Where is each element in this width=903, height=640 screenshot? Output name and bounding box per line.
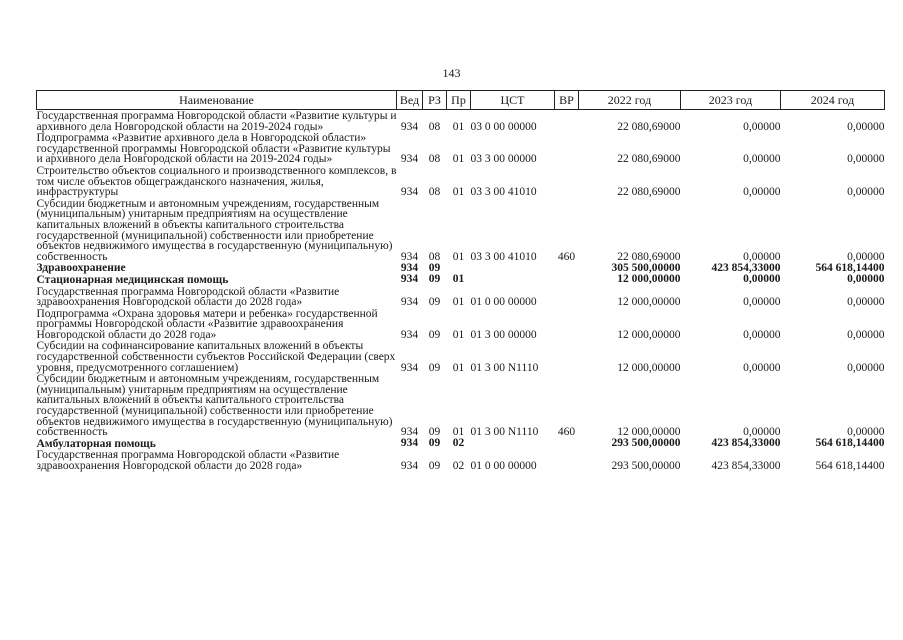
cst-code: 01 0 00 00000 bbox=[470, 460, 537, 472]
amount-2024: 564 618,14400 bbox=[815, 437, 885, 450]
rz-code: 09 bbox=[428, 426, 441, 439]
amount-2023: 0,00000 bbox=[743, 361, 781, 374]
item-name: Государственная программа Новгородской области «Развитие здравоохранения Новгородской области до 2028 года» bbox=[36, 449, 340, 472]
table-row bbox=[37, 132, 885, 165]
vr-code: 460 bbox=[557, 426, 576, 439]
ved-code: 934 bbox=[400, 250, 419, 263]
amount-2024: 0,00000 bbox=[847, 186, 885, 199]
vr-code bbox=[555, 165, 579, 198]
page-number: 143 bbox=[442, 66, 461, 80]
ved-code: 934 bbox=[400, 361, 419, 374]
item-name: Субсидии на софинансирование капитальных вложений в объекты государственной собственности субъектов Российской Федерации (сверх уровня, предусмотренного соглашением) bbox=[36, 340, 396, 374]
amount-2022: 12 000,00000 bbox=[617, 426, 681, 439]
rz-code: 08 bbox=[428, 153, 441, 166]
ved-code: 934 bbox=[400, 261, 419, 274]
pr-code: 01 bbox=[452, 296, 465, 309]
table-row bbox=[37, 308, 885, 341]
item-name: Субсидии бюджетным и автономным учреждениям, государственным (муниципальным) унитарным предприятиям на осуществление капитальных вложений в объекты капитального строительства государственной (муниципальной) собственности или приобретение объектов недвижимого имущества в государственную (муниципальную) собственность bbox=[36, 373, 393, 439]
table-row bbox=[37, 110, 885, 133]
rz-code: 09 bbox=[428, 261, 441, 274]
column-header: 2023 год bbox=[681, 91, 781, 110]
amount-2024: 0,00000 bbox=[847, 273, 885, 286]
vr-code bbox=[555, 308, 579, 341]
budget-table bbox=[36, 90, 885, 472]
vr-code bbox=[555, 132, 579, 165]
pr-code: 01 bbox=[452, 250, 465, 263]
amount-2022: 22 080,69000 bbox=[617, 250, 681, 263]
rz-code: 08 bbox=[428, 120, 441, 133]
table-row bbox=[37, 286, 885, 308]
amount-2023: 0,00000 bbox=[743, 328, 781, 341]
pr-code: 01 bbox=[452, 426, 465, 439]
amount-2024: 564 618,14400 bbox=[815, 261, 885, 274]
amount-2023: 0,00000 bbox=[743, 426, 781, 439]
column-header: Наименование bbox=[37, 91, 397, 110]
item-name: Здравоохранение bbox=[36, 262, 126, 275]
item-name: Государственная программа Новгородской области «Развитие культуры и архивного дела Новгородской области на 2019-2024 годы» bbox=[36, 110, 397, 133]
table-body bbox=[37, 110, 885, 472]
column-header: Вед bbox=[397, 91, 423, 110]
cst-code: 03 3 00 00000 bbox=[470, 153, 537, 166]
amount-2022: 12 000,00000 bbox=[617, 273, 681, 286]
cst-code bbox=[471, 438, 555, 450]
ved-code: 934 bbox=[400, 460, 419, 472]
rz-code: 08 bbox=[428, 250, 441, 263]
ved-code: 934 bbox=[400, 186, 419, 199]
ved-code: 934 bbox=[400, 328, 419, 341]
cst-code bbox=[471, 262, 555, 274]
amount-2023: 423 854,33000 bbox=[711, 261, 781, 274]
pr-code: 01 bbox=[452, 273, 465, 286]
table-row bbox=[37, 373, 885, 438]
item-name: Строительство объектов социального и производственного комплексов, в том числе объектов общегражданского назначения, жилья, инфраструктуры bbox=[36, 164, 397, 199]
amount-2023: 0,00000 bbox=[743, 296, 781, 309]
amount-2024: 0,00000 bbox=[847, 153, 885, 166]
vr-code: 460 bbox=[557, 250, 576, 263]
pr-code: 02 bbox=[452, 460, 465, 472]
column-header: 2024 год bbox=[781, 91, 885, 110]
amount-2022: 22 080,69000 bbox=[617, 186, 681, 199]
cst-code: 03 3 00 41010 bbox=[470, 250, 537, 263]
amount-2023: 423 854,33000 bbox=[711, 460, 781, 472]
vr-code bbox=[555, 438, 579, 450]
cst-code bbox=[471, 274, 555, 286]
table-row bbox=[37, 165, 885, 198]
column-header: Пр bbox=[447, 91, 471, 110]
ved-code: 934 bbox=[400, 437, 419, 450]
pr-code: 01 bbox=[452, 186, 465, 199]
amount-2023: 0,00000 bbox=[743, 120, 781, 133]
amount-2024: 0,00000 bbox=[847, 250, 885, 263]
column-header: 2022 год bbox=[579, 91, 681, 110]
cst-code: 01 3 00 00000 bbox=[470, 328, 537, 341]
ved-code: 934 bbox=[400, 426, 419, 439]
rz-code: 09 bbox=[428, 296, 441, 309]
ved-code: 934 bbox=[400, 153, 419, 166]
amount-2023: 0,00000 bbox=[743, 250, 781, 263]
table-row bbox=[37, 262, 885, 274]
amount-2023: 0,00000 bbox=[743, 273, 781, 286]
pr-code: 01 bbox=[452, 328, 465, 341]
amount-2023: 0,00000 bbox=[743, 186, 781, 199]
amount-2024: 564 618,14400 bbox=[815, 460, 885, 472]
amount-2024: 0,00000 bbox=[847, 328, 885, 341]
table-row bbox=[37, 274, 885, 286]
amount-2023: 423 854,33000 bbox=[711, 437, 781, 450]
table-header-row bbox=[37, 91, 885, 110]
table-row bbox=[37, 449, 885, 471]
rz-code: 09 bbox=[428, 273, 441, 286]
amount-2022: 305 500,00000 bbox=[611, 261, 681, 274]
cst-code: 01 3 00 N1110 bbox=[470, 426, 539, 439]
item-name: Государственная программа Новгородской области «Развитие здравоохранения Новгородской области до 2028 года» bbox=[36, 285, 340, 309]
vr-code bbox=[555, 274, 579, 286]
ved-code: 934 bbox=[400, 273, 419, 286]
amount-2023: 0,00000 bbox=[743, 153, 781, 166]
rz-code: 09 bbox=[428, 460, 441, 472]
item-name: Подпрограмма «Охрана здоровья матери и ребенка» государственной программы Новгородской области «Развитие здравоохранения Новгородской области до 2028 года» bbox=[36, 307, 378, 341]
amount-2022: 12 000,00000 bbox=[617, 296, 681, 309]
cst-code: 01 0 00 00000 bbox=[470, 296, 537, 309]
vr-code bbox=[555, 340, 579, 373]
vr-code bbox=[555, 286, 579, 308]
amount-2022: 293 500,00000 bbox=[611, 460, 681, 472]
amount-2024: 0,00000 bbox=[847, 361, 885, 374]
amount-2024: 0,00000 bbox=[847, 426, 885, 439]
item-name: Стационарная медицинская помощь bbox=[36, 273, 229, 286]
vr-code bbox=[555, 449, 579, 471]
pr-code: 02 bbox=[452, 437, 465, 450]
item-name: Субсидии бюджетным и автономным учреждениям, государственным (муниципальным) унитарным предприятиям на осуществление капитальных вложений в объекты капитального строительства государственной (муниципальной) собственности или приобретение объектов недвижимого имущества в государственную (муниципальную) собственность bbox=[36, 197, 393, 263]
vr-code bbox=[555, 262, 579, 274]
table-row bbox=[37, 340, 885, 373]
amount-2024: 0,00000 bbox=[847, 296, 885, 309]
column-header: ЦСТ bbox=[471, 91, 555, 110]
vr-code bbox=[555, 110, 579, 133]
pr-code bbox=[447, 262, 471, 274]
rz-code: 09 bbox=[428, 437, 441, 450]
cst-code: 01 3 00 N1110 bbox=[470, 361, 539, 374]
amount-2024: 0,00000 bbox=[847, 120, 885, 133]
cst-code: 03 0 00 00000 bbox=[470, 120, 537, 133]
column-header: ВР bbox=[555, 91, 579, 110]
ved-code: 934 bbox=[400, 120, 419, 133]
pr-code: 01 bbox=[452, 120, 465, 133]
column-header: РЗ bbox=[423, 91, 447, 110]
amount-2022: 22 080,69000 bbox=[617, 153, 681, 166]
amount-2022: 12 000,00000 bbox=[617, 328, 681, 341]
rz-code: 09 bbox=[428, 361, 441, 374]
table-row bbox=[37, 198, 885, 263]
pr-code: 01 bbox=[452, 153, 465, 166]
ved-code: 934 bbox=[400, 296, 419, 309]
amount-2022: 293 500,00000 bbox=[611, 437, 681, 450]
rz-code: 08 bbox=[428, 186, 441, 199]
amount-2022: 22 080,69000 bbox=[617, 120, 681, 133]
item-name: Амбулаторная помощь bbox=[36, 437, 156, 450]
item-name: Подпрограмма «Развитие архивного дела в Новгородской области» государственной программы Новгородской области «Развитие культуры и архивного дела Новгородской области на 2019-2024 годы» bbox=[36, 132, 391, 166]
rz-code: 09 bbox=[428, 328, 441, 341]
table-row bbox=[37, 438, 885, 450]
pr-code: 01 bbox=[452, 361, 465, 374]
cst-code: 03 3 00 41010 bbox=[470, 186, 537, 199]
amount-2022: 12 000,00000 bbox=[617, 361, 681, 374]
